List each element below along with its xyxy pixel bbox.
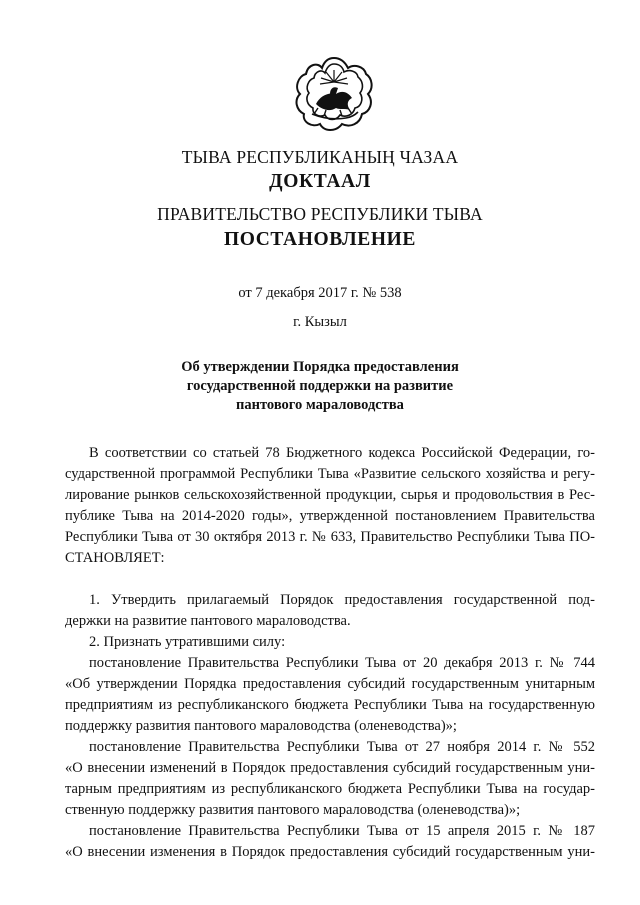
paragraph-gap (65, 569, 595, 590)
body-line: 2. Признать утратившими силу: (89, 634, 286, 650)
document-body (65, 443, 595, 863)
body-line: постановление Правительства Республики Тыва от 15 апреля 2015 г. № 187 (89, 823, 595, 839)
title-line: Об утверждении Порядка предоставления (181, 359, 459, 375)
body-line: тарным предприятиям из республиканского бюджета Республики Тыва на государ- (65, 781, 595, 797)
body-line: В соответствии со статьей 78 Бюджетного кодекса Российской Федерации, го- (89, 445, 595, 461)
body-line: поддержку развития пантового мараловодства (оленеводства)»; (65, 718, 457, 734)
body-line: предприятиям из республиканского бюджета Республики Тыва на государственную (65, 697, 595, 713)
coat-of-arms-emblem-icon (290, 52, 378, 140)
body-line: 1. Утвердить прилагаемый Порядок предоставления государственной под- (89, 592, 595, 608)
body-line: «О внесении изменений в Порядок предоставления субсидий государственным уни- (65, 760, 595, 776)
body-line: постановление Правительства Республики Тыва от 20 декабря 2013 г. № 744 (89, 655, 595, 671)
body-line: лирование рынков сельскохозяйственной продукции, сырья и продовольствия в Рес- (65, 487, 595, 503)
document-type: ПОСТАНОВЛЕНИЕ (223, 229, 417, 250)
body-line: сударственной программой Республики Тыва «Развитие сельского хозяйства и регу- (65, 466, 595, 482)
body-line: держки на развитие пантового мараловодства. (65, 613, 351, 629)
body-line: публике Тыва на 2014-2020 годы», утвержденной постановлением Правительства (65, 508, 595, 524)
title-line: государственной поддержки на развитие (186, 378, 454, 394)
tyva-government-heading: ТЫВА РЕСПУБЛИКАНЫҢ ЧАЗАА (181, 147, 459, 167)
body-line: Республики Тыва от 30 октября 2013 г. № 633, Правительство Республики Тыва ПО- (65, 529, 595, 545)
document-city: г. Кызыл (293, 314, 347, 330)
title-line: пантового мараловодства (236, 397, 404, 413)
document-date-number: от 7 декабря 2017 г. № 538 (238, 285, 402, 301)
body-line: постановление Правительства Республики Тыва от 27 ноября 2014 г. № 552 (89, 739, 595, 755)
body-line: СТАНОВЛЯЕТ: (65, 550, 165, 566)
body-line: «Об утверждении Порядка предоставления субсидий государственным унитарным (65, 676, 595, 692)
government-heading: ПРАВИТЕЛЬСТВО РЕСПУБЛИКИ ТЫВА (157, 204, 483, 224)
tyva-document-type: ДОКТААЛ (269, 171, 371, 192)
document-title (0, 358, 640, 415)
body-line: «О внесении изменения в Порядок предоставления субсидий государственным уни- (65, 844, 595, 860)
body-line: ственную поддержку развития пантового мараловодства (оленеводства)»; (65, 802, 521, 818)
